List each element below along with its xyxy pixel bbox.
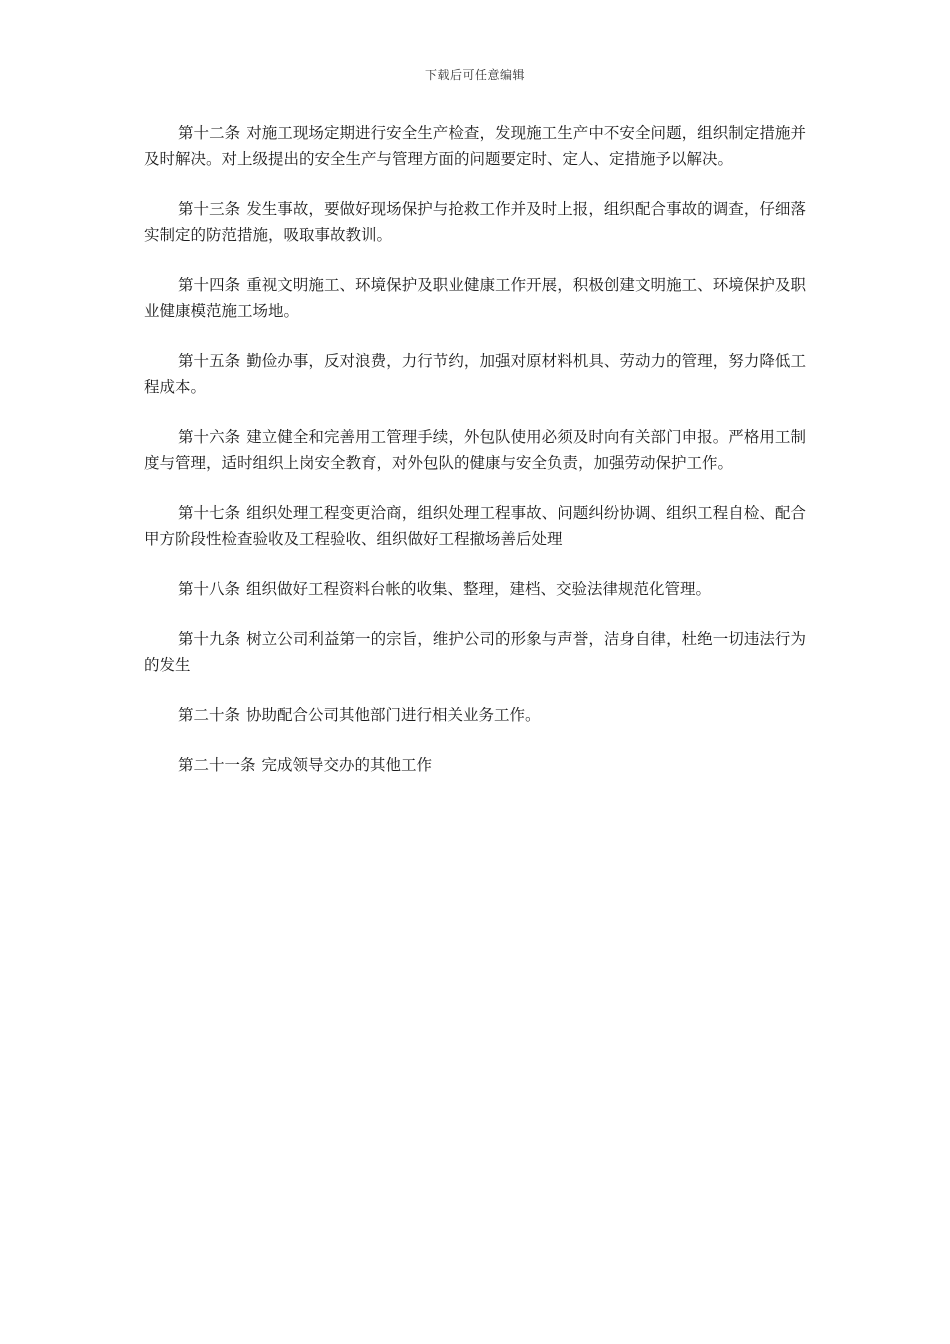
header-note: 下载后可任意编辑: [424, 68, 525, 82]
article-number: 第十二条: [178, 124, 241, 142]
article-20: [144, 702, 806, 728]
article-text: 重视文明施工、环境保护及职业健康工作开展，积极创建文明施工、环境保护及职业健康模范施工场地。: [144, 276, 806, 320]
article-number: 第十九条: [178, 630, 241, 648]
article-21: [144, 752, 806, 778]
article-text: 组织处理工程变更洽商，组织处理工程事故、问题纠纷协调、组织工程自检、配合甲方阶段性检查验收及工程验收、组织做好工程撤场善后处理: [144, 504, 806, 548]
article-number: 第十七条: [178, 504, 241, 522]
document-body: [144, 120, 806, 802]
article-15: [144, 348, 806, 400]
article-17: [144, 500, 806, 552]
article-13: [144, 196, 806, 248]
article-number: 第十三条: [178, 200, 241, 218]
article-text: 树立公司利益第一的宗旨，维护公司的形象与声誉，洁身自律，杜绝一切违法行为的发生: [144, 630, 806, 674]
article-text: 完成领导交办的其他工作: [261, 756, 433, 774]
article-number: 第二十一条: [178, 756, 256, 774]
article-16: [144, 424, 806, 476]
article-number: 第十四条: [178, 276, 241, 294]
article-19: [144, 626, 806, 678]
article-18: [144, 576, 806, 602]
article-14: [144, 272, 806, 324]
article-text: 发生事故，要做好现场保护与抢救工作并及时上报，组织配合事故的调查，仔细落实制定的防范措施，吸取事故教训。: [144, 200, 806, 244]
article-number: 第十六条: [178, 428, 241, 446]
article-text: 建立健全和完善用工管理手续，外包队使用必须及时向有关部门申报。严格用工制度与管理，适时组织上岗安全教育，对外包队的健康与安全负责，加强劳动保护工作。: [144, 428, 806, 472]
article-text: 组织做好工程资料台帐的收集、整理，建档、交验法律规范化管理。: [246, 580, 712, 598]
article-text: 对施工现场定期进行安全生产检查，发现施工生产中不安全问题，组织制定措施并及时解决。对上级提出的安全生产与管理方面的问题要定时、定人、定措施予以解决。: [144, 124, 806, 168]
article-text: 协助配合公司其他部门进行相关业务工作。: [246, 706, 541, 724]
article-number: 第十五条: [178, 352, 241, 370]
article-number: 第十八条: [178, 580, 241, 598]
article-number: 第二十条: [178, 706, 241, 724]
article-text: 勤俭办事，反对浪费，力行节约，加强对原材料机具、劳动力的管理，努力降低工程成本。: [144, 352, 806, 396]
article-12: [144, 120, 806, 172]
